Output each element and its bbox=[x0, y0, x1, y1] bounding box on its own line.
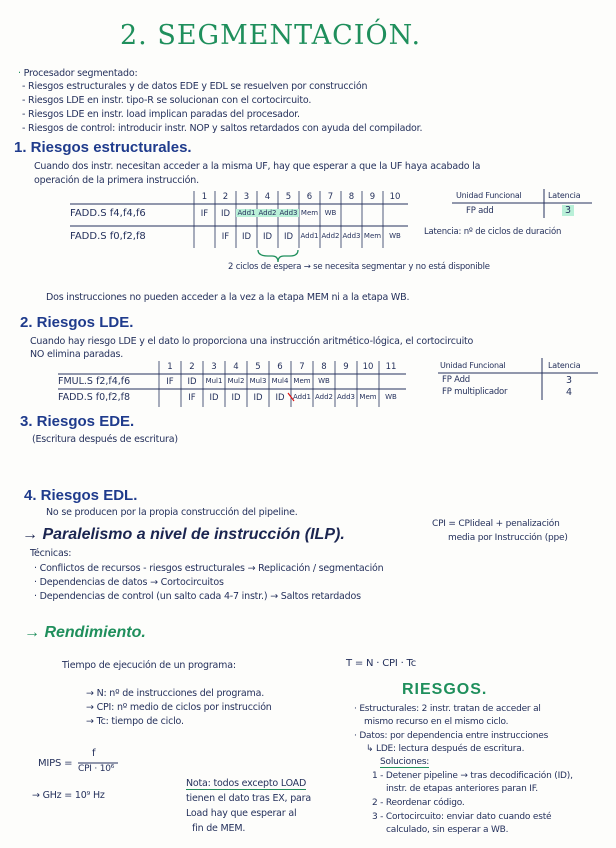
t1-r2-c3: ID bbox=[241, 232, 252, 242]
solucion-1b: instr. de etapas anteriores paran IF. bbox=[386, 784, 538, 794]
cpi-note-1: CPI = CPIideal + penalización bbox=[432, 519, 560, 529]
time-formula: T = N · CPI · Tc bbox=[346, 658, 417, 669]
intro-line-1: - Riesgos estructurales y de datos EDE y EDL se resuelven por construcción bbox=[22, 81, 368, 92]
t1-r1-c6: Mem bbox=[300, 209, 319, 217]
t2-r1-c8: WB bbox=[318, 377, 330, 385]
t2-r2-c4: ID bbox=[231, 393, 241, 403]
t1-col-10: 10 bbox=[389, 192, 401, 202]
uf1-row-1-latency: 3 bbox=[562, 205, 574, 216]
t1-col-8: 8 bbox=[348, 192, 355, 202]
ilp-item-2: · Dependencias de datos → Cortocircuitos bbox=[34, 577, 224, 588]
tc-def: → Tc: tiempo de ciclo. bbox=[86, 716, 184, 727]
t1-col-1: 1 bbox=[201, 192, 208, 202]
uf2-row-2-name: FP multiplicador bbox=[442, 387, 508, 397]
ilp-item-3: · Dependencias de control (un salto cada 4-7 instr.) → Saltos retardados bbox=[34, 591, 361, 602]
cpi-def: → CPI: nº medio de ciclos por instrucción bbox=[86, 702, 272, 713]
t1-r1-c3: Add1 bbox=[237, 209, 256, 217]
t1-col-3: 3 bbox=[243, 192, 250, 202]
riesgos-estr-2: mismo recurso en el mismo ciclo. bbox=[364, 717, 509, 727]
t2-r1-c4: Mul2 bbox=[227, 377, 245, 385]
nota-line-2: tienen el dato tras EX, para bbox=[186, 793, 311, 804]
nota-line-4: fin de MEM. bbox=[192, 823, 246, 834]
t2-col-11: 11 bbox=[385, 362, 397, 372]
t2-r2-c6: ID bbox=[275, 393, 285, 403]
uf2-header-latency: Latencia bbox=[548, 361, 581, 370]
solucion-3b: calculado, sin esperar a WB. bbox=[386, 825, 509, 835]
intro-line-3: - Riesgos LDE en instr. load implican paradas del procesador. bbox=[22, 109, 300, 120]
riesgos-heading: RIESGOS. bbox=[402, 681, 488, 698]
t1-col-5: 5 bbox=[285, 192, 292, 202]
t1-r2-c8: Add3 bbox=[342, 232, 361, 240]
latency-note: Latencia: nº de ciclos de duración bbox=[424, 227, 562, 237]
rendimiento-heading: → Rendimiento. bbox=[24, 624, 146, 641]
t1-col-7: 7 bbox=[327, 192, 334, 202]
section-3-desc: (Escritura después de escritura) bbox=[32, 434, 178, 445]
t2-r2-c11: WB bbox=[385, 393, 397, 401]
tecnicas-label: Técnicas: bbox=[30, 548, 72, 559]
t1-r2-c10: WB bbox=[389, 232, 401, 240]
uf1-header-unit: Unidad Funcional bbox=[456, 191, 522, 200]
intro-line-4: - Riesgos de control: introducir instr. NOP y saltos retardados con ayuda del compilador. bbox=[22, 123, 423, 134]
t2-r1-c2: ID bbox=[187, 377, 197, 387]
t1-col-2: 2 bbox=[222, 192, 229, 202]
pipeline-table-1 bbox=[70, 191, 410, 249]
pipeline-table-2 bbox=[58, 361, 410, 409]
t2-col-6: 6 bbox=[277, 362, 283, 372]
ilp-item-1: · Conflictos de recursos - riesgos estructurales → Replicación / segmentación bbox=[34, 563, 384, 574]
section-2-desc-2: NO elimina paradas. bbox=[30, 349, 124, 360]
uf2-row-2-latency: 4 bbox=[566, 387, 572, 398]
t1-col-9: 9 bbox=[369, 192, 376, 202]
t2-col-10: 10 bbox=[362, 362, 374, 372]
nota-line-1: Nota: todos excepto LOAD bbox=[186, 778, 307, 789]
t1-r1-c7: WB bbox=[324, 209, 337, 217]
riesgos-datos-1: · Datos: por dependencia entre instrucciones bbox=[354, 731, 549, 741]
uf2-row-1-name: FP Add bbox=[442, 375, 470, 385]
cpi-note-2: media por Instrucción (ppe) bbox=[448, 533, 568, 543]
t2-col-2: 2 bbox=[189, 362, 195, 372]
t2-col-3: 3 bbox=[211, 362, 217, 372]
section-2-heading: 2. Riesgos LDE. bbox=[20, 314, 134, 331]
uf1-header-latency: Latencia bbox=[548, 191, 581, 200]
t2-col-9: 9 bbox=[343, 362, 349, 372]
t2-r1-c5: Mul3 bbox=[249, 377, 267, 385]
solucion-1a: 1 - Detener pipeline → tras decodificación (ID), bbox=[372, 771, 573, 781]
t2-r1-c3: Mul1 bbox=[205, 377, 223, 385]
section-4-heading: 4. Riesgos EDL. bbox=[24, 487, 138, 504]
solucion-3a: 3 - Cortocircuito: enviar dato cuando esté bbox=[372, 812, 552, 822]
intro-line-2: - Riesgos LDE en instr. tipo-R se solucionan con el cortocircuito. bbox=[22, 95, 312, 106]
mips-denominator: CPI · 10⁶ bbox=[78, 764, 115, 774]
t1-r2-c2: IF bbox=[221, 232, 230, 242]
t2-r2-c5: ID bbox=[253, 393, 263, 403]
t2-col-4: 4 bbox=[233, 362, 239, 372]
t1-r2-c7: Add2 bbox=[321, 232, 340, 240]
t2-r2-c8: Add2 bbox=[314, 393, 333, 401]
soluciones-label: Soluciones: bbox=[380, 757, 430, 767]
t1-r1-c5: Add3 bbox=[279, 209, 298, 217]
t1-row-1-label: FADD.S f4,f4,f6 bbox=[70, 208, 146, 219]
uf2-header-unit: Unidad Funcional bbox=[440, 361, 506, 370]
tiempo-label: Tiempo de ejecución de un programa: bbox=[62, 660, 236, 671]
t1-r2-c6: Add1 bbox=[300, 232, 319, 240]
t1-r1-c4: Add2 bbox=[258, 209, 277, 217]
t2-col-8: 8 bbox=[321, 362, 327, 372]
t1-row-2-label: FADD.S f0,f2,f8 bbox=[70, 231, 146, 242]
t2-r2-c3: ID bbox=[209, 393, 219, 403]
uf2-row-1-latency: 3 bbox=[566, 375, 572, 386]
t2-r2-c7: Add1 bbox=[292, 393, 311, 401]
t2-r2-c9: Add3 bbox=[336, 393, 355, 401]
n-def: → N: nº de instrucciones del programa. bbox=[86, 688, 265, 699]
t2-row-1-label: FMUL.S f2,f4,f6 bbox=[58, 376, 131, 387]
section-1-heading: 1. Riesgos estructurales. bbox=[14, 139, 192, 156]
t2-col-1: 1 bbox=[167, 362, 173, 372]
uf1-row-1-name: FP add bbox=[466, 206, 494, 216]
t1-col-6: 6 bbox=[306, 192, 313, 202]
ilp-heading: → Paralelismo a nivel de instrucción (ILP). bbox=[22, 526, 345, 543]
mips-label: MIPS = bbox=[38, 758, 73, 769]
t1-r2-c5: ID bbox=[283, 232, 294, 242]
mips-numerator: f bbox=[92, 748, 96, 759]
t2-col-5: 5 bbox=[255, 362, 261, 372]
t2-r2-c2: IF bbox=[188, 393, 196, 403]
t2-col-7: 7 bbox=[299, 362, 305, 372]
t1-r2-c9: Mem bbox=[363, 232, 382, 240]
t1-r1-c2: ID bbox=[220, 209, 231, 219]
page-title: 2. SEGMENTACIÓN. bbox=[120, 20, 422, 51]
section-1-desc-2: operación de la primera instrucción. bbox=[34, 175, 199, 186]
section-2-desc-1: Cuando hay riesgo LDE y el dato lo proporciona una instrucción aritmético-lógica, el cortocircuito bbox=[30, 336, 474, 347]
t1-col-4: 4 bbox=[264, 192, 271, 202]
t1-r2-c4: ID bbox=[262, 232, 273, 242]
intro-heading: · Procesador segmentado: bbox=[18, 68, 138, 79]
t1-r1-c1: IF bbox=[200, 209, 209, 219]
solucion-2: 2 - Reordenar código. bbox=[372, 798, 465, 808]
ghz-note: → GHz = 10⁹ Hz bbox=[32, 790, 105, 801]
riesgos-estr-1: · Estructurales: 2 instr. tratan de acceder al bbox=[354, 704, 541, 714]
t2-r2-c10: Mem bbox=[359, 393, 377, 401]
t2-r1-c1: IF bbox=[166, 377, 174, 387]
section-3-heading: 3. Riesgos EDE. bbox=[20, 413, 135, 430]
mem-note: Dos instrucciones no pueden acceder a la vez a la etapa MEM ni a la etapa WB. bbox=[46, 292, 410, 303]
t2-row-2-label: FADD.S f0,f2,f8 bbox=[58, 392, 130, 403]
section-4-desc: No se producen por la propia construcción del pipeline. bbox=[46, 507, 298, 518]
wait-note: 2 ciclos de espera → se necesita segmentar y no está disponible bbox=[228, 262, 490, 272]
t2-r1-c7: Mem bbox=[293, 377, 311, 385]
nota-line-3: Load hay que esperar al bbox=[186, 808, 297, 819]
t2-r1-c6: Mul4 bbox=[271, 377, 289, 385]
section-1-desc-1: Cuando dos instr. necesitan acceder a la misma UF, hay que esperar a que la UF haya acabado la bbox=[34, 161, 481, 172]
riesgos-datos-2: ↳ LDE: lectura después de escritura. bbox=[366, 744, 525, 754]
